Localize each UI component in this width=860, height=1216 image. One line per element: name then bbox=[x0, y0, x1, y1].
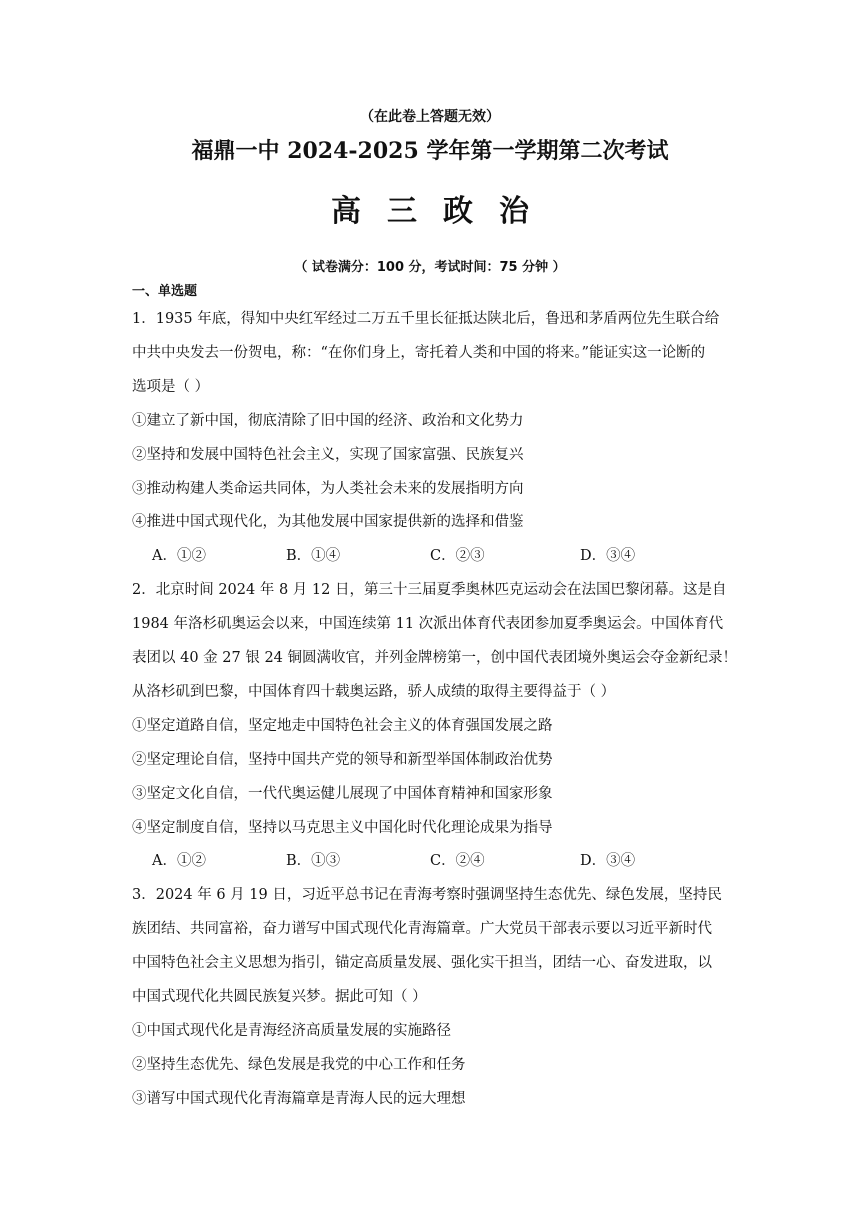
statement-item: ①中国式现代化是青海经济高质量发展的实施路径 bbox=[132, 1022, 451, 1039]
answer-option[interactable]: D．③④ bbox=[580, 548, 636, 565]
answer-option[interactable]: A．①② bbox=[152, 853, 206, 870]
exam-title: 福鼎一中 2024-2025 学年第一学期第二次考试 bbox=[191, 138, 669, 164]
question-stem-line: 中国式现代化共圆民族复兴梦。据此可知（ ） bbox=[132, 989, 427, 1005]
answer-invalid-note: （在此卷上答题无效） bbox=[360, 109, 500, 125]
question-stem-line: 中共中央发去一份贺电，称：“在你们身上，寄托着人类和中国的将来。”能证实这一论断的 bbox=[132, 344, 706, 361]
question-stem-line: 族团结、共同富裕，奋力谱写中国式现代化青海篇章。广大党员干部表示要以习近平新时代 bbox=[132, 921, 712, 938]
statement-item: ④坚定制度自信，坚持以马克思主义中国化时代化理论成果为指导 bbox=[132, 819, 553, 836]
question-stem-line: 2．北京时间 2024 年 8 月 12 日，第三十三届夏季奥林匹克运动会在法国巴黎闭幕。这是自 bbox=[132, 582, 727, 599]
exam-info: （ 试卷满分：100 分，考试时间：75 分钟 ） bbox=[294, 260, 566, 275]
statement-item: ③谱写中国式现代化青海篇章是青海人民的远大理想 bbox=[132, 1090, 466, 1107]
question-stem-line: 中国特色社会主义思想为指引，锚定高质量发展、强化实干担当，团结一心、奋发进取，以 bbox=[132, 955, 712, 972]
statement-item: ②坚持和发展中国特色社会主义，实现了国家富强、民族复兴 bbox=[132, 446, 524, 463]
statement-item: ④推进中国式现代化，为其他发展中国家提供新的选择和借鉴 bbox=[132, 514, 524, 531]
answer-option[interactable]: C．②③ bbox=[430, 548, 485, 565]
statement-item: ①建立了新中国，彻底清除了旧中国的经济、政治和文化势力 bbox=[132, 412, 524, 429]
question-stem-line: 1984 年洛杉矶奥运会以来，中国连续第 11 次派出体育代表团参加夏季奥运会。中国体育代 bbox=[132, 616, 724, 633]
statement-item: ②坚定理论自信，坚持中国共产党的领导和新型举国体制政治优势 bbox=[132, 751, 553, 768]
question-stem-line: 选项是（ ） bbox=[132, 378, 210, 395]
answer-option[interactable]: C．②④ bbox=[430, 853, 485, 870]
statement-item: ②坚持生态优先、绿色发展是我党的中心工作和任务 bbox=[132, 1056, 466, 1073]
answer-option[interactable]: B．①③ bbox=[286, 853, 341, 870]
statement-item: ③推动构建人类命运共同体，为人类社会未来的发展指明方向 bbox=[132, 480, 524, 497]
question-stem-line: 表团以 40 金 27 银 24 铜圆满收官，并列金牌榜第一，创中国代表团境外奥运会夺金新纪录！ bbox=[132, 650, 738, 666]
section-title: 一、单选题 bbox=[132, 284, 198, 299]
subject-title: 高三政治 bbox=[331, 194, 555, 229]
statement-item: ③坚定文化自信，一代代奥运健儿展现了中国体育精神和国家形象 bbox=[132, 785, 553, 802]
answer-option[interactable]: A．①② bbox=[152, 548, 206, 565]
answer-option[interactable]: D．③④ bbox=[580, 853, 636, 870]
answer-option[interactable]: B．①④ bbox=[286, 548, 341, 565]
statement-item: ①坚定道路自信，坚定地走中国特色社会主义的体育强国发展之路 bbox=[132, 717, 553, 734]
question-stem-line: 从洛杉矶到巴黎，中国体育四十载奥运路，骄人成绩的取得主要得益于（ ） bbox=[132, 683, 616, 700]
question-stem-line: 3．2024 年 6 月 19 日，习近平总书记在青海考察时强调坚持生态优先、绿色发展，坚持民 bbox=[132, 887, 722, 904]
question-stem-line: 1．1935 年底，得知中央红军经过二万五千里长征抵达陕北后，鲁迅和茅盾两位先生联合给 bbox=[132, 311, 720, 327]
